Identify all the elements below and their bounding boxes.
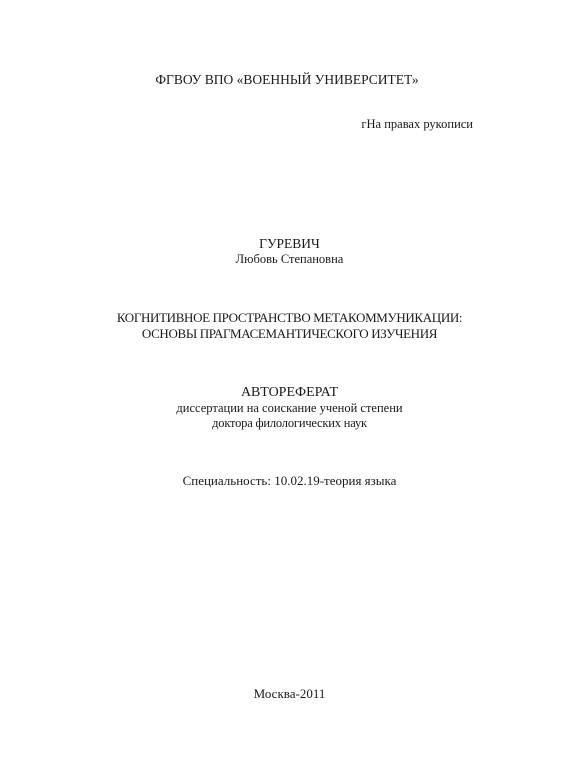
- author-given-names: Любовь Степановна: [235, 252, 344, 266]
- document-description-line-1: диссертации на соискание ученой степени: [176, 401, 403, 415]
- work-title-line-2: ОСНОВЫ ПРАГМАСЕМАНТИЧЕСКОГО ИЗУЧЕНИЯ: [141, 326, 438, 341]
- work-title-line-1: КОГНИТИВНОЕ ПРОСТРАНСТВО МЕТАКОММУНИКАЦИИ:: [116, 310, 463, 325]
- author-surname: ГУРЕВИЧ: [259, 236, 320, 251]
- document-description-line-2: доктора филологических наук: [212, 416, 367, 430]
- specialty-code: Специальность: 10.02.19-теория языка: [182, 473, 397, 488]
- institution-name: ФГВОУ ВПО «ВОЕННЫЙ УНИВЕРСИТЕТ»: [155, 72, 419, 87]
- manuscript-rights-note: гНа правах рукописи: [361, 117, 473, 131]
- place-and-year: Москва-2011: [253, 686, 326, 701]
- document-type: АВТОРЕФЕРАТ: [240, 385, 339, 400]
